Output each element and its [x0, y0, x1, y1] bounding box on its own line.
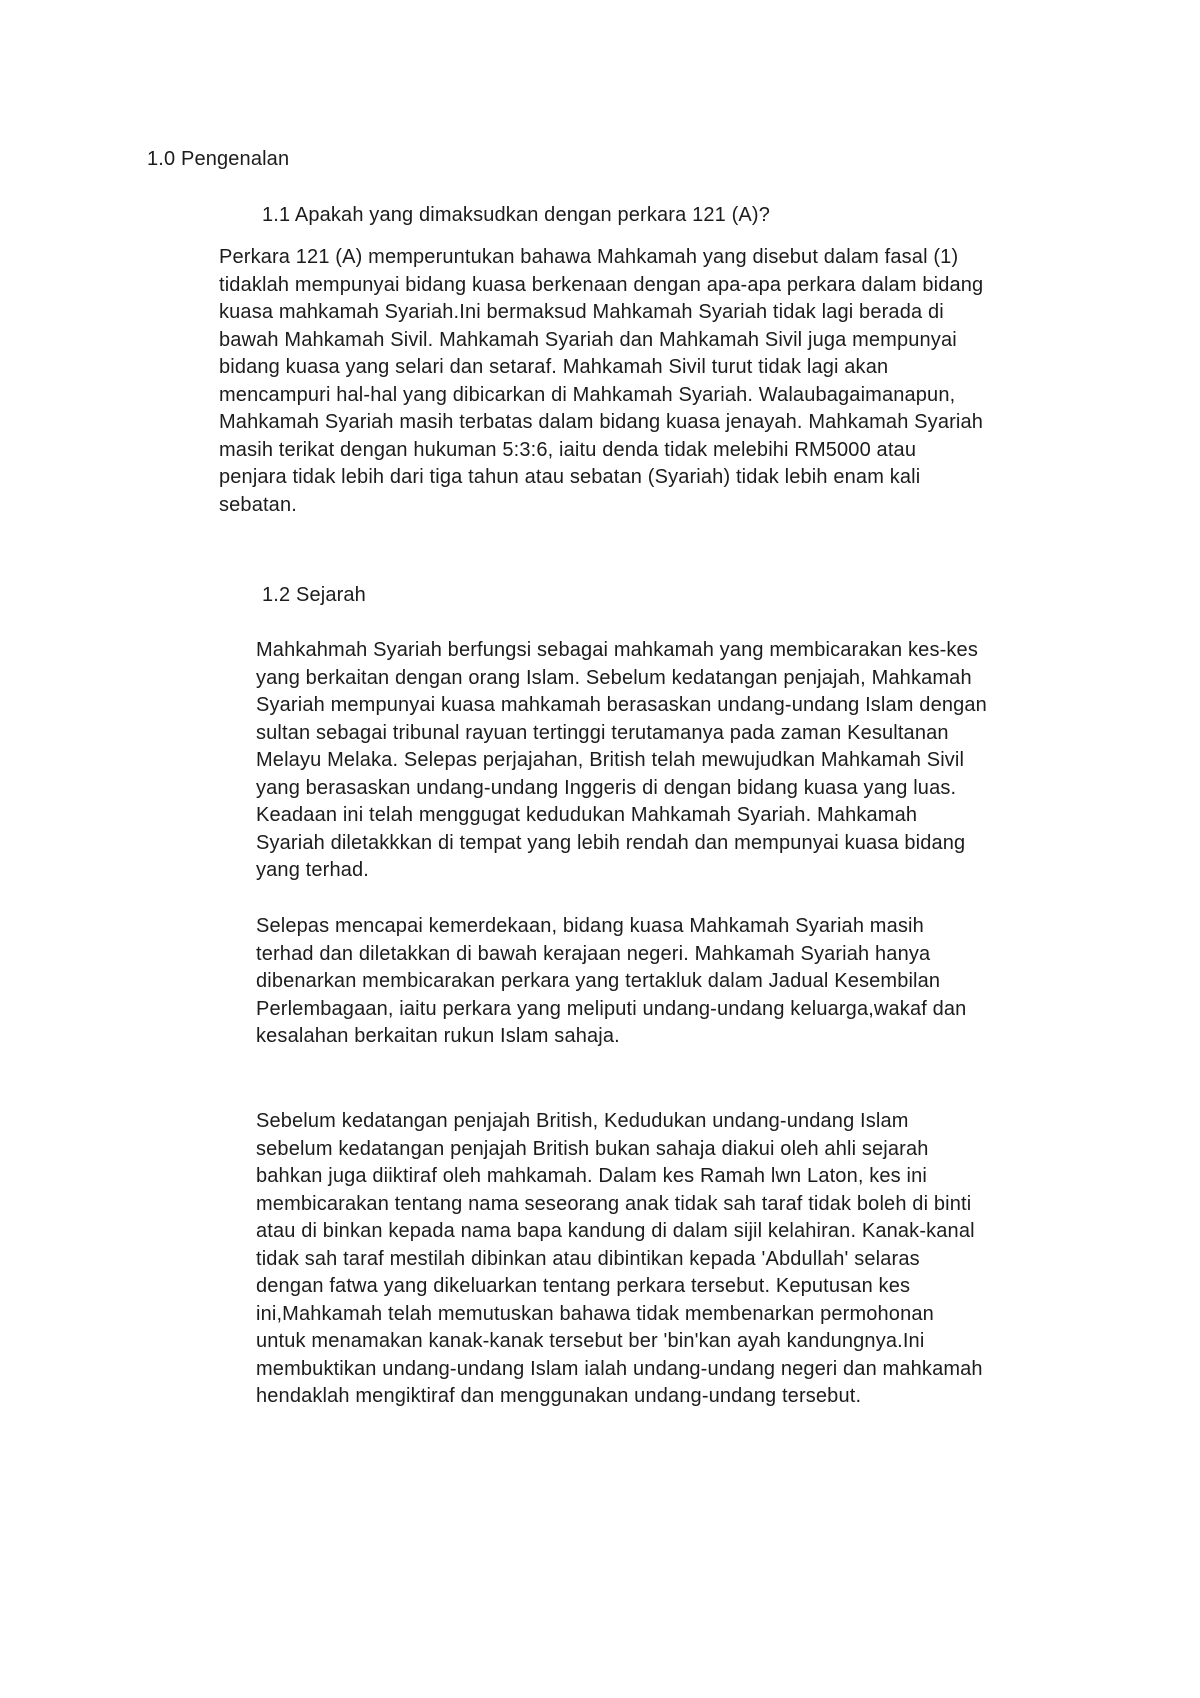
- paragraph-sejarah-2: Selepas mencapai kemerdekaan, bidang kuasa Mahkamah Syariah masih terhad dan diletakkan di bawah kerajaan negeri. Mahkamah Syariah hanya dibenarkan membicarakan perkara yang tertakluk dalam Jadual Kesembilan Perlembagaan, iaitu perkara yang meliputi undang-undang keluarga,wakaf dan kesalahan berkaitan rukun Islam sahaja.: [256, 915, 967, 1047]
- paragraph-perkara-121a: Perkara 121 (A) memperuntukan bahawa Mahkamah yang disebut dalam fasal (1) tidaklah mempunyai bidang kuasa berkenaan dengan apa-apa perkara dalam bidang kuasa mahkamah Syariah.Ini bermaksud Mahkamah Syariah tidak lagi berada di bawah Mahkamah Sivil. Mahkamah Syariah dan Mahkamah Sivil juga mempunyai bidang kuasa yang selari dan setaraf. Mahkamah Sivil turut tidak lagi akan mencampuri hal-hal yang dibicarkan di Mahkamah Syariah. Walaubagaimanapun, Mahkamah Syariah masih terbatas dalam bidang kuasa jenayah. Mahkamah Syariah masih terikat dengan hukuman 5:3:6, iaitu denda tidak melebihi RM5000 atau penjara tidak lebih dari tiga tahun atau sebatan (Syariah) tidak lebih enam kali sebatan.: [219, 246, 984, 516]
- main-heading: 1.0 Pengenalan: [147, 148, 290, 170]
- paragraph-sejarah-1: Mahkahmah Syariah berfungsi sebagai mahkamah yang membicarakan kes-kes yang berkaitan dengan orang Islam. Sebelum kedatangan penjajah, Mahkamah Syariah mempunyai kuasa mahkamah berasaskan undang-undang Islam dengan sultan sebagai tribunal rayuan tertinggi terutamanya pada zaman Kesultanan Melayu Melaka. Selepas perjajahan, British telah mewujudkan Mahkamah Sivil yang berasaskan undang-undang Inggeris di dengan bidang kuasa yang luas. Keadaan ini telah menggugat kedudukan Mahkamah Syariah. Mahkamah Syariah diletakkkan di tempat yang lebih rendah dan mempunyai kuasa bidang yang terhad.: [256, 639, 987, 881]
- paragraph-sejarah-3: Sebelum kedatangan penjajah British, Kedudukan undang-undang Islam sebelum kedatangan penjajah British bukan sahaja diakui oleh ahli sejarah bahkan juga diiktiraf oleh mahkamah. Dalam kes Ramah lwn Laton, kes ini membicarakan tentang nama seseorang anak tidak sah taraf tidak boleh di binti atau di binkan kepada nama bapa kandung di dalam sijil kelahiran. Kanak-kanal tidak sah taraf mestilah dibinkan atau dibintikan kepada 'Abdullah' selaras dengan fatwa yang dikeluarkan tentang perkara tersebut. Keputusan kes ini,Mahkamah telah memutuskan bahawa tidak membenarkan permohonan untuk menamakan kanak-kanak tersebut ber 'bin'kan ayah kandungnya.Ini membuktikan undang-undang Islam ialah undang-undang negeri dan mahkamah hendaklah mengiktiraf dan menggunakan undang-undang tersebut.: [256, 1110, 983, 1407]
- section-heading-1-2: 1.2 Sejarah: [262, 584, 366, 606]
- section-heading-1-1: 1.1 Apakah yang dimaksudkan dengan perkara 121 (A)?: [262, 204, 770, 226]
